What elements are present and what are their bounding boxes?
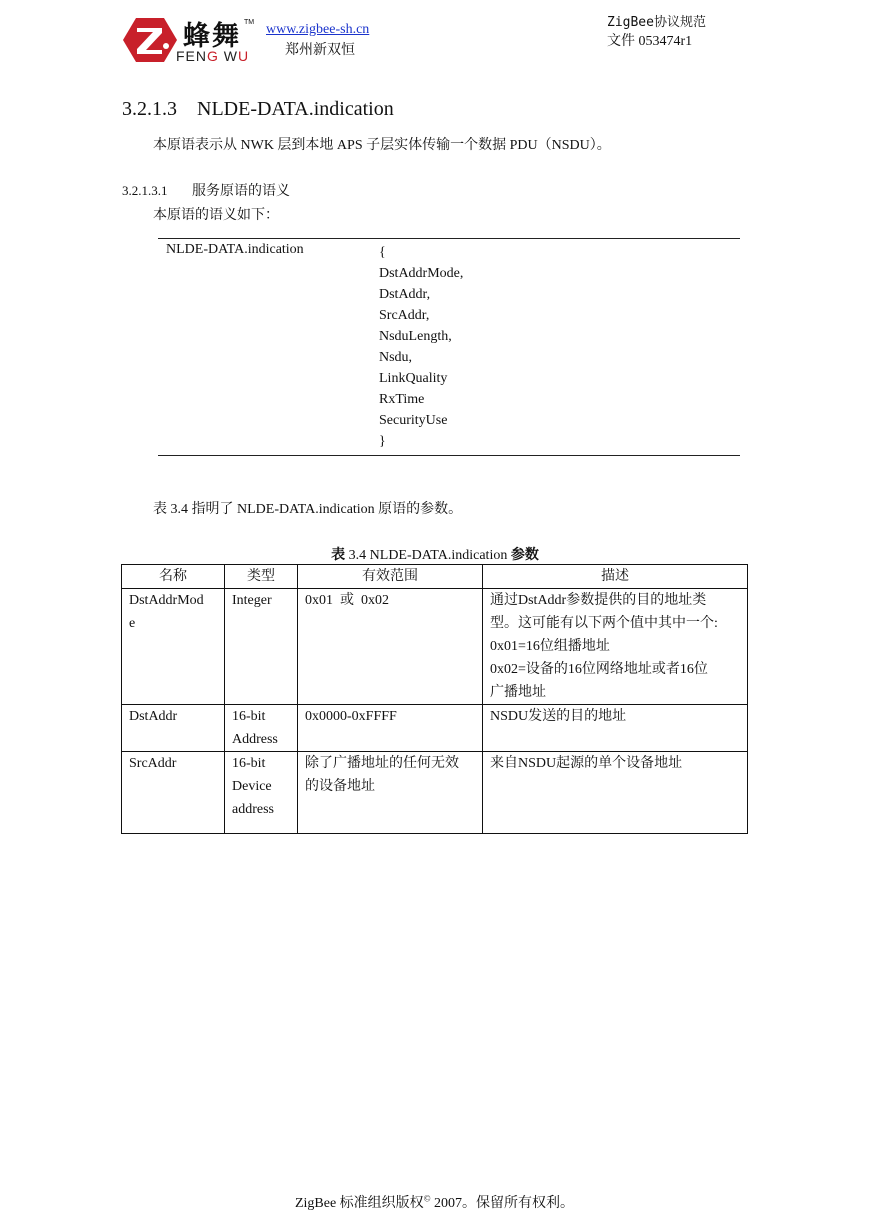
table-row bbox=[122, 705, 748, 752]
table-row bbox=[122, 589, 748, 705]
spec-title: ZigBee协议规范 bbox=[607, 15, 706, 30]
parameters-table bbox=[121, 564, 748, 834]
cell-line: Address bbox=[232, 732, 278, 747]
primitive-param: LinkQuality bbox=[379, 371, 448, 386]
cell-description bbox=[483, 589, 748, 705]
company-name: 郑州新双恒 bbox=[285, 43, 355, 58]
section-intro: 本原语表示从 NWK 层到本地 APS 子层实体传输一个数据 PDU（NSDU）。 bbox=[153, 138, 611, 153]
primitive-name: NLDE-DATA.indication bbox=[166, 242, 304, 257]
cell-line: DstAddrMod bbox=[129, 593, 204, 608]
section-heading bbox=[122, 98, 394, 121]
cell-line: 通过DstAddr参数提供的目的地址类 bbox=[490, 593, 707, 608]
primitive-param: Nsdu, bbox=[379, 350, 413, 365]
table-row bbox=[122, 752, 748, 834]
cell-line: 0x01 或 0x02 bbox=[305, 593, 389, 608]
subsection-heading bbox=[122, 180, 290, 200]
footer-text: 2007。保留所有权利。 bbox=[430, 1196, 575, 1211]
brand-en-accent: G bbox=[207, 48, 219, 64]
cell-line: 来自NSDU起源的单个设备地址 bbox=[490, 756, 683, 771]
copyright-mark: © bbox=[423, 1193, 431, 1204]
cell-name bbox=[122, 705, 225, 752]
cell-name bbox=[122, 589, 225, 705]
cell-type bbox=[225, 752, 298, 834]
brand-en-part: FEN bbox=[176, 48, 207, 64]
primitive-param: SrcAddr, bbox=[379, 308, 430, 323]
primitive-param: DstAddrMode, bbox=[379, 266, 464, 281]
cell-range bbox=[298, 752, 483, 834]
cell-line: SrcAddr bbox=[129, 756, 177, 771]
table-reference-note: 表 3.4 指明了 NLDE-DATA.indication 原语的参数。 bbox=[153, 502, 463, 517]
brand-name-cn: 蜂舞 bbox=[183, 21, 241, 52]
primitive-param: NsduLength, bbox=[379, 329, 452, 344]
subsection-intro: 本原语的语义如下： bbox=[153, 208, 279, 223]
brand-en-accent: U bbox=[238, 48, 250, 64]
primitive-parameter-list bbox=[379, 242, 463, 452]
column-header-name: 名称 bbox=[122, 565, 225, 589]
cell-line: 的设备地址 bbox=[305, 779, 375, 794]
document-id: 文件 053474r1 bbox=[607, 34, 693, 49]
table-caption-prefix: 表 bbox=[331, 547, 346, 563]
cell-line: Integer bbox=[232, 593, 272, 608]
cell-description bbox=[483, 752, 748, 834]
cell-line: 型。这可能有以下两个值中其中一个: bbox=[490, 616, 718, 631]
cell-line: 广播地址 bbox=[490, 685, 546, 700]
column-header-description: 描述 bbox=[483, 565, 748, 589]
section-number: 3.2.1.3 bbox=[122, 98, 177, 120]
column-header-range: 有效范围 bbox=[298, 565, 483, 589]
zigbee-logo-icon bbox=[122, 16, 178, 64]
cell-line: 0x02=设备的16位网络地址或者16位 bbox=[490, 662, 708, 677]
cell-line: 0x01=16位组播地址 bbox=[490, 639, 610, 654]
cell-description bbox=[483, 705, 748, 752]
table-caption-suffix: 参数 bbox=[510, 547, 539, 563]
table-header-row bbox=[122, 565, 748, 589]
subsection-title: 服务原语的语义 bbox=[192, 183, 290, 199]
cell-range bbox=[298, 589, 483, 705]
primitive-param: SecurityUse bbox=[379, 413, 448, 428]
cell-line: address bbox=[232, 802, 274, 817]
footer-text: ZigBee 标准组织版权 bbox=[294, 1196, 424, 1211]
cell-line: NSDU发送的目的地址 bbox=[490, 709, 627, 724]
cell-line: Device bbox=[232, 779, 272, 794]
brand-name-en bbox=[176, 48, 249, 64]
cell-range bbox=[298, 705, 483, 752]
cell-type bbox=[225, 589, 298, 705]
page-footer bbox=[0, 1192, 869, 1212]
primitive-param: { bbox=[379, 245, 386, 260]
trademark-mark: TM bbox=[244, 19, 255, 26]
primitive-param: } bbox=[379, 434, 386, 449]
cell-line: DstAddr bbox=[129, 709, 178, 724]
table-caption-title: 3.4 NLDE-DATA.indication bbox=[345, 548, 511, 563]
cell-type bbox=[225, 705, 298, 752]
cell-line: 16-bit bbox=[232, 709, 266, 724]
table-caption bbox=[122, 544, 748, 564]
primitive-param: DstAddr, bbox=[379, 287, 431, 302]
subsection-number: 3.2.1.3.1 bbox=[122, 183, 168, 198]
cell-line: 0x0000-0xFFFF bbox=[305, 709, 397, 724]
primitive-param: RxTime bbox=[379, 392, 425, 407]
column-header-type: 类型 bbox=[225, 565, 298, 589]
section-title: NLDE-DATA.indication bbox=[197, 98, 394, 120]
brand-en-part: W bbox=[218, 48, 238, 64]
site-link[interactable]: www.zigbee-sh.cn bbox=[266, 22, 370, 37]
cell-line: e bbox=[129, 616, 136, 631]
cell-line: 除了广播地址的任何无效 bbox=[305, 756, 459, 771]
cell-line: 16-bit bbox=[232, 756, 266, 771]
cell-name bbox=[122, 752, 225, 834]
